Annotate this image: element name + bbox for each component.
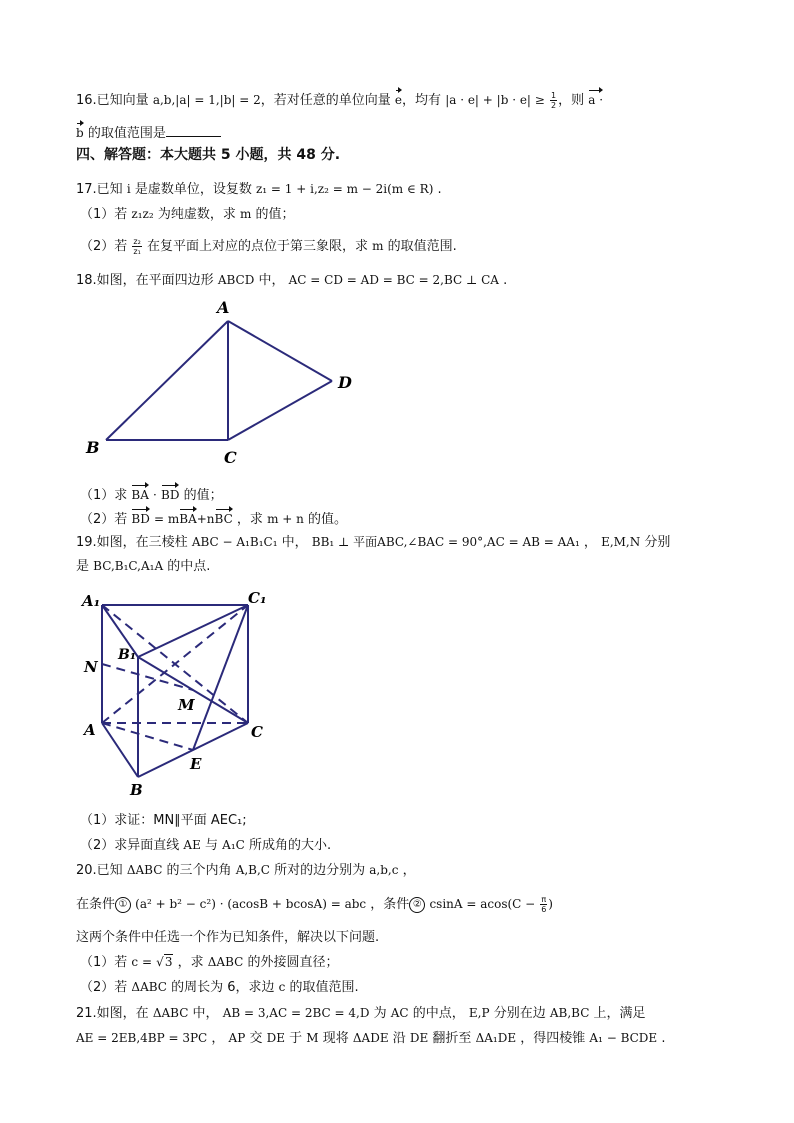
sqrt-radicand: 3 <box>164 955 173 969</box>
q21-text: 的中点， <box>412 1006 465 1021</box>
q20-math: ΔABC <box>126 863 163 877</box>
q19-text: 是 <box>76 559 90 574</box>
q16-text: ，则 <box>558 93 585 108</box>
q18-stem <box>76 271 507 290</box>
q19-text: 19.如图，在三棱柱 <box>76 535 188 550</box>
edge-AB <box>106 321 228 440</box>
q18-text: （2）若 <box>80 512 128 527</box>
q20-text: 所对的边分别为 <box>274 863 366 878</box>
q21-text: 翻折至 <box>432 1031 472 1046</box>
q19-part1: （1）求证：MN∥平面 AEC₁; <box>80 813 247 828</box>
q19-math: E,M,N <box>601 535 641 549</box>
q17-text: 是虚数单位，设复数 <box>134 182 252 197</box>
section-heading: 四、解答题：本大题共 5 小题，共 48 分. <box>76 147 341 163</box>
q17-text: （1）若 <box>80 207 128 222</box>
q20-text: （2）若 <box>80 980 128 995</box>
q18-part1 <box>80 483 223 505</box>
q18-text: 18.如图，在平面四边形 <box>76 273 214 288</box>
q20-text: ， <box>402 863 416 878</box>
label-B: B <box>86 438 100 457</box>
q19-figure <box>78 585 278 805</box>
q17-math: z₁ = 1 + i,z₂ = m − 2i(m ∈ R) <box>255 182 434 196</box>
q21-math: ΔA₁DE <box>475 1031 517 1045</box>
label-A: A <box>84 721 96 739</box>
q16-unit-vector: e <box>395 88 402 109</box>
q21-line2 <box>76 1029 665 1048</box>
q18-text: ，求 <box>236 512 263 527</box>
q16-text: 的取值范围是 <box>87 126 166 141</box>
label-C1: C₁ <box>248 589 267 607</box>
q16-inequality: |a · e| + |b · e| ≥ <box>445 93 545 107</box>
q21-math: E,P <box>468 1006 490 1020</box>
q21-text: 沿 <box>392 1031 406 1046</box>
q17-math: i <box>126 182 131 196</box>
q16-line1 <box>76 88 603 110</box>
q19-text: 分别 <box>644 535 671 550</box>
q20-text: ，求 <box>177 955 204 970</box>
q17-part2 <box>80 237 457 256</box>
q21-text: 中， <box>192 1006 219 1021</box>
q16-text: ，均有 <box>402 93 442 108</box>
q19-math: ABC − A₁B₁C₁ <box>191 535 278 549</box>
q21-math: AE = 2EB,4BP = 3PC <box>76 1031 208 1045</box>
q21-text: ，得四棱锥 <box>520 1031 586 1046</box>
label-M: M <box>178 696 195 714</box>
q18-math: · <box>153 488 157 502</box>
label-A: A <box>217 298 230 317</box>
edge-NM-hidden <box>102 664 193 690</box>
q16-vectors: a,b,|a| = 1,|b| = 2 <box>152 93 261 107</box>
q21-text: 现将 <box>322 1031 349 1046</box>
q18-math: = m <box>154 512 180 526</box>
q19-line1 <box>76 533 670 552</box>
edge-AD <box>228 321 332 381</box>
q21-text: 上，满足 <box>593 1006 646 1021</box>
vector-BA: BA <box>179 507 196 528</box>
q20-math: c <box>278 980 286 994</box>
q20-math: a,b,c <box>369 863 399 877</box>
q20-math: A,B,C <box>235 863 270 877</box>
q16-fraction: $\frac{1}{2}$ <box>550 91 557 110</box>
q19-text: 中， <box>281 535 308 550</box>
q19-text: （2）求异面直线 <box>80 838 180 853</box>
q20-text: 的周长为 6，求边 <box>171 980 275 995</box>
condition-1-formula: (a² + b² − c²) · (acosB + bcosA) = abc <box>135 897 367 911</box>
q21-math: AP <box>228 1031 246 1045</box>
edge-CD <box>228 381 332 440</box>
q19-text: ， <box>583 535 597 550</box>
q20-text: 在条件 <box>76 897 116 912</box>
q19-text: 与 <box>205 838 219 853</box>
q20-math: ) <box>548 897 553 911</box>
vector-BD: BD <box>131 507 149 528</box>
q17-math: m <box>239 207 252 221</box>
label-C: C <box>224 448 237 467</box>
q16-vector-a: a · <box>588 88 603 109</box>
q21-math: AB = 3,AC = 2BC = 4,D <box>222 1006 370 1020</box>
sqrt-sign: √ <box>156 955 164 969</box>
q17-text: 在复平面上对应的点位于第三象限，求 <box>146 239 368 254</box>
q18-math: ABCD <box>217 273 255 287</box>
q20-text: 的取值范围. <box>289 980 359 995</box>
vector-BC: BC <box>215 507 233 528</box>
q19-text: 的中点. <box>167 559 211 574</box>
q20-text: 的三个内角 <box>166 863 232 878</box>
q21-text: 交 <box>249 1031 263 1046</box>
q20-text: （1）若 <box>80 955 128 970</box>
q19-math: A₁C <box>222 838 245 852</box>
q16-text: ，若对任意的单位向量 <box>260 93 391 108</box>
q18-part2 <box>80 507 347 529</box>
condition-1-marker: ① <box>115 897 131 913</box>
q20-fraction: $\frac{\pi}{6}$ <box>541 895 547 914</box>
q21-math: DE <box>266 1031 285 1045</box>
q17-text: 的取值范围. <box>387 239 457 254</box>
q16-line2 <box>76 121 221 143</box>
q17-math: z₁z₂ <box>131 207 154 221</box>
vector-BD: BD <box>161 483 179 504</box>
q18-text: （1）求 <box>80 488 128 503</box>
label-B: B <box>130 781 143 799</box>
q17-math: m <box>372 239 384 253</box>
answer-blank <box>166 124 221 137</box>
label-C: C <box>251 723 263 741</box>
q16-vector-b: b <box>76 121 84 142</box>
q19-math: AE <box>183 838 201 852</box>
q17-part1 <box>80 205 295 224</box>
q21-text: 分别在边 <box>493 1006 546 1021</box>
q21-math: A₁ − BCDE <box>589 1031 658 1045</box>
vector-BA: BA <box>131 483 148 504</box>
q19-math: BC,B₁C,A₁A <box>93 559 164 573</box>
q18-text: 中， <box>258 273 285 288</box>
q20-text: 的外接圆直径； <box>247 955 339 970</box>
q21-math: AC <box>390 1006 409 1020</box>
q21-math: DE <box>409 1031 429 1045</box>
q20-part1 <box>80 953 338 972</box>
q18-math: AC = CD = AD = BC = 2,BC ⊥ CA <box>288 273 499 287</box>
q21-line1 <box>76 1004 646 1023</box>
condition-2-formula: csinA = acos(C − <box>429 897 536 911</box>
q17-text: 为纯虚数，求 <box>157 207 236 222</box>
q20-text: 20.已知 <box>76 863 123 878</box>
q21-text: 21.如图，在 <box>76 1006 149 1021</box>
q21-text: 为 <box>373 1006 387 1021</box>
q21-math: ΔADE <box>352 1031 389 1045</box>
q19-math: BB₁ ⊥ 平面ABC,∠BAC = 90°,AC = AB = AA₁ <box>311 535 580 549</box>
q18-text: 的值。 <box>308 512 348 527</box>
q18-math: m + n <box>267 512 304 526</box>
q17-text: 的值； <box>255 207 295 222</box>
q21-text: ， <box>211 1031 225 1046</box>
q20-part2 <box>80 978 359 997</box>
q17-text: . <box>437 182 442 197</box>
q20-math: c = <box>131 955 153 969</box>
q20-conditions <box>76 895 553 914</box>
condition-2-marker: ② <box>409 897 425 913</box>
label-D: D <box>338 373 352 392</box>
q18-figure <box>80 295 370 470</box>
q17-fraction: $\frac{\text{z₂}}{\text{z₁}}$ <box>133 237 141 256</box>
q19-text: 所成角的大小. <box>248 838 332 853</box>
q19-line2 <box>76 557 210 576</box>
q16-text: 16.已知向量 <box>76 93 149 108</box>
q18-text: . <box>503 273 508 288</box>
q17-stem <box>76 180 442 199</box>
q18-math: +n <box>196 512 215 526</box>
label-E: E <box>190 755 202 773</box>
q17-text: 17.已知 <box>76 182 123 197</box>
q21-math: ΔABC <box>152 1006 189 1020</box>
q19-part2 <box>80 836 331 855</box>
q18-text: 的值； <box>183 488 223 503</box>
q20-text: ，条件 <box>370 897 410 912</box>
q17-text: （2）若 <box>80 239 128 254</box>
q21-text: 于 <box>289 1031 303 1046</box>
q21-math: AB,BC <box>549 1006 590 1020</box>
q20-math: ΔABC <box>131 980 167 994</box>
label-A1: A₁ <box>82 592 101 610</box>
edge-AE-hidden <box>102 723 193 750</box>
label-B1: B₁ <box>118 647 136 663</box>
label-N: N <box>84 658 98 676</box>
q20-stem <box>76 861 416 880</box>
q20-math: ΔABC <box>207 955 244 969</box>
q20-choose: 这两个条件中任选一个作为已知条件，解决以下问题. <box>76 930 380 945</box>
q21-math: M <box>306 1031 319 1045</box>
q21-text: . <box>661 1031 666 1046</box>
